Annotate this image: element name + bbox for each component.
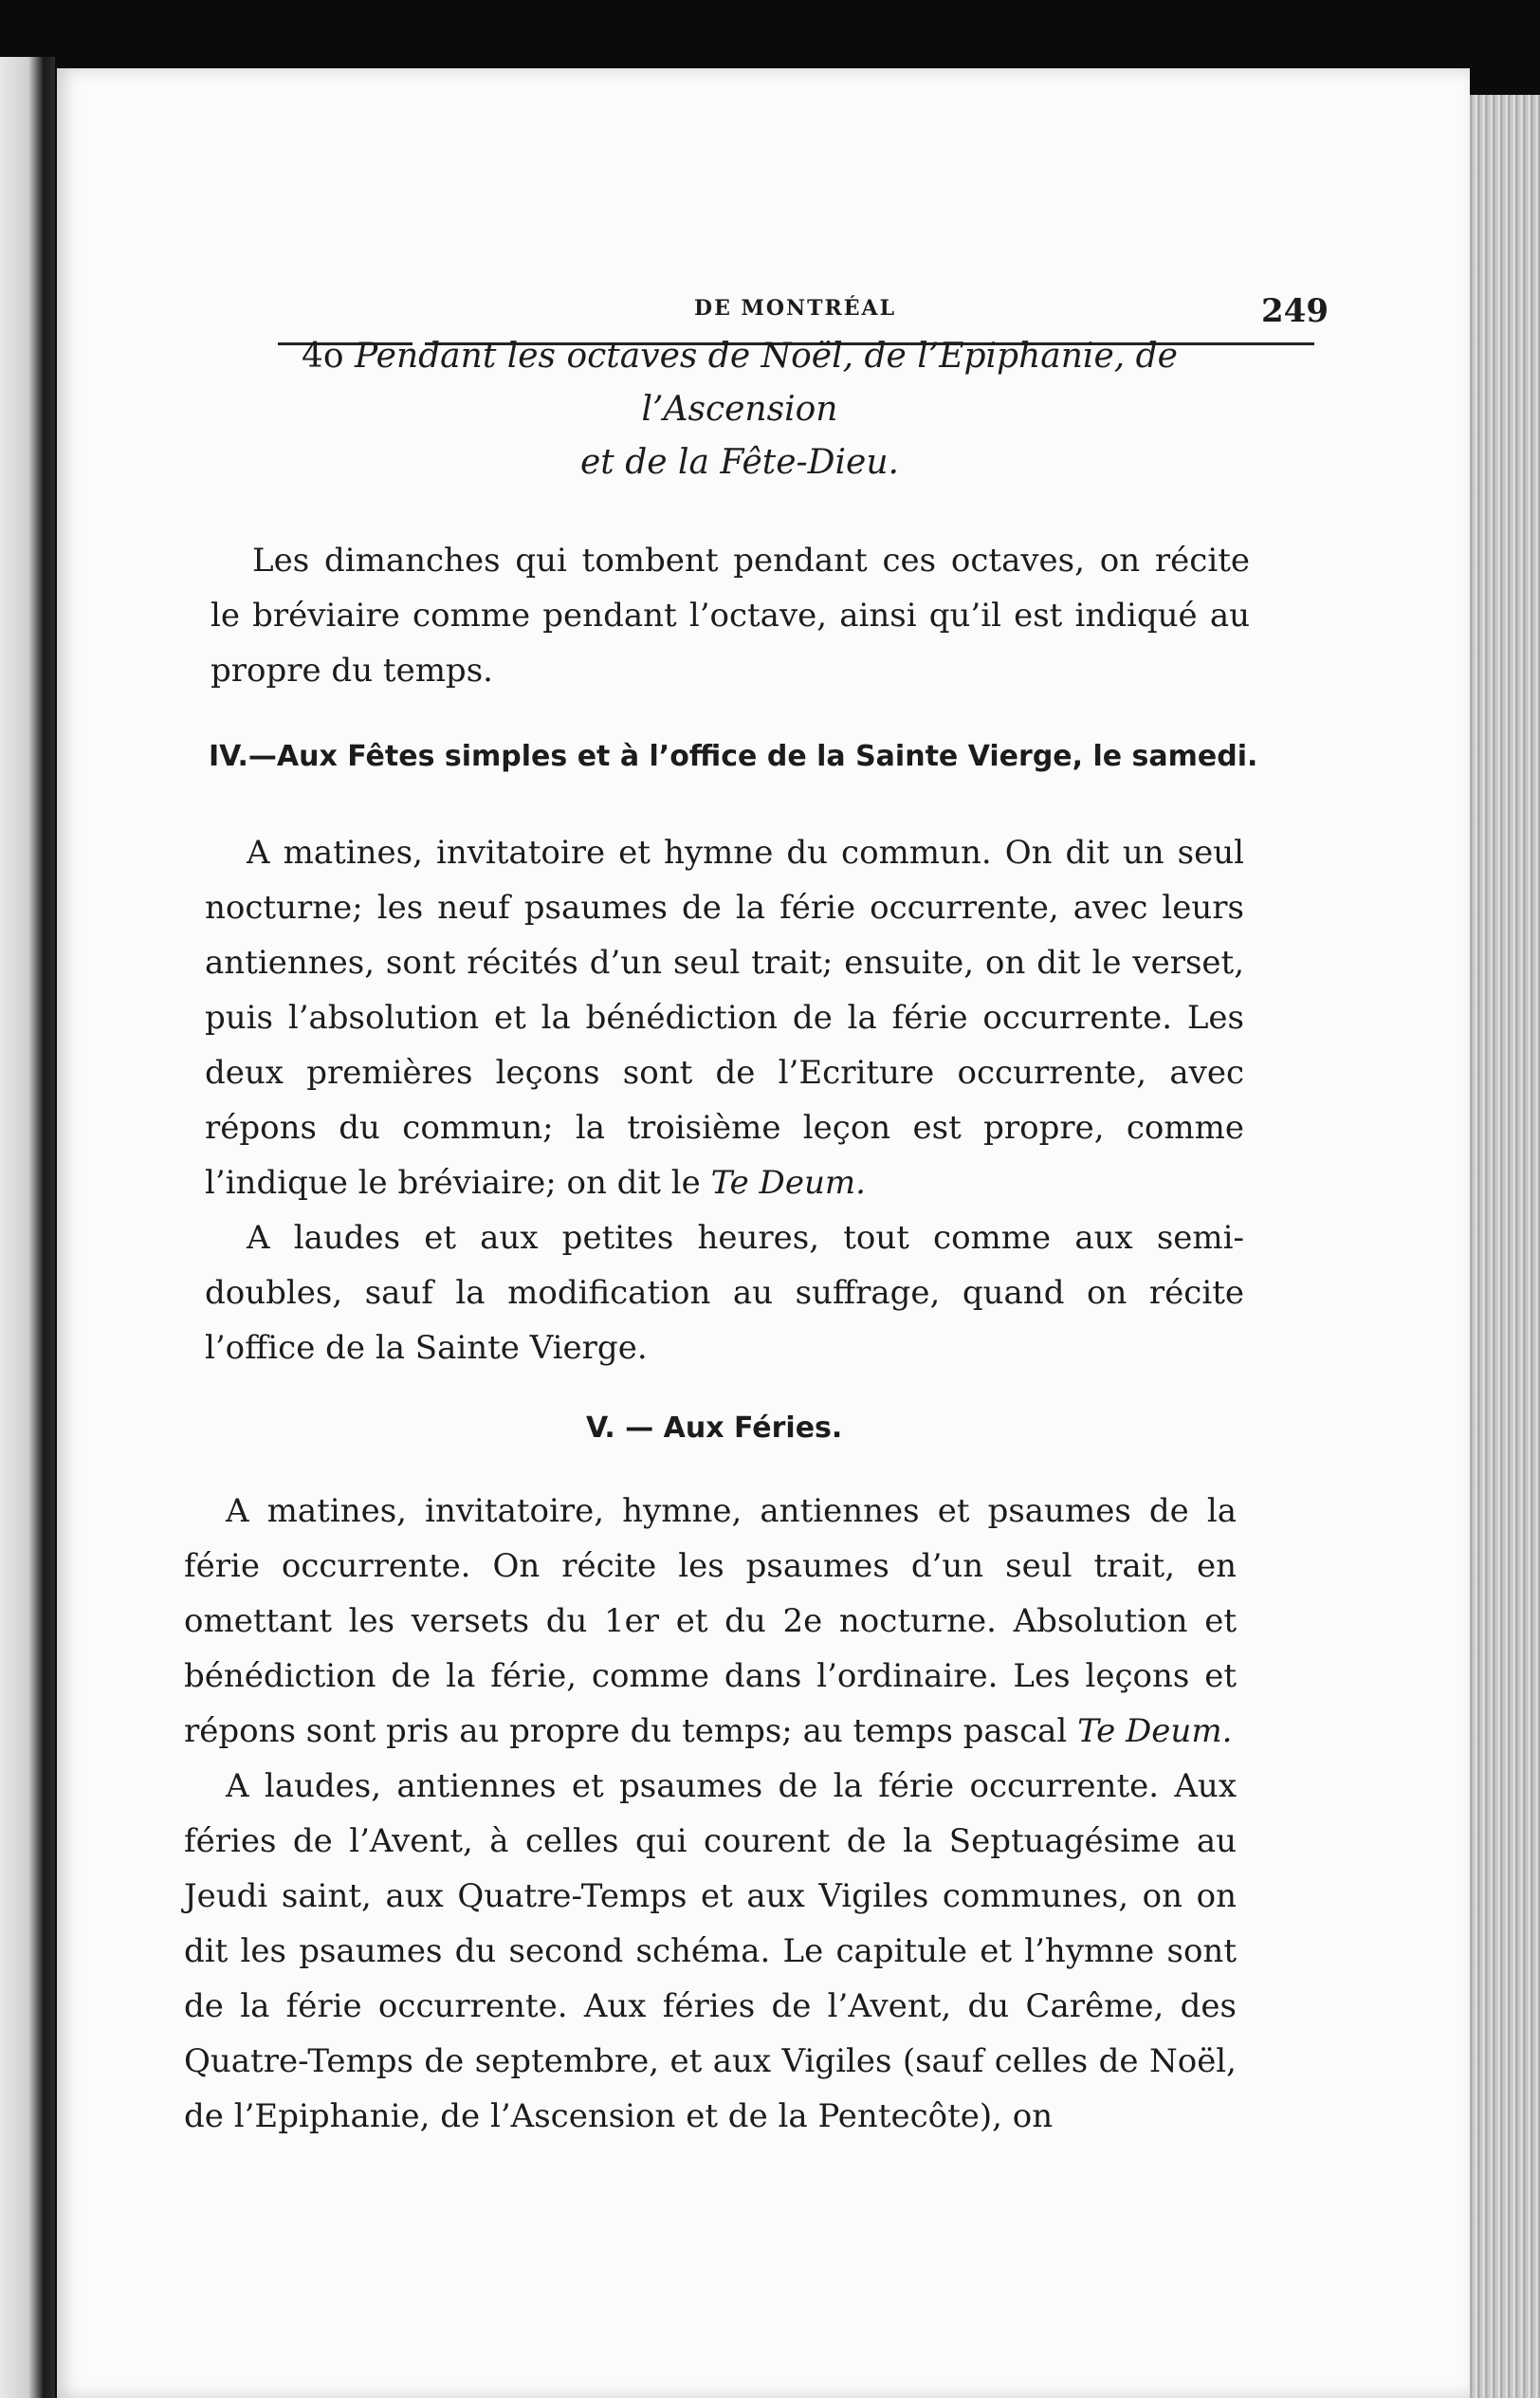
section-IV-paragraph-1-text: A matines, invitatoire et hymne du commun. On dit un seul nocturne; les neuf psaumes de la férie occurrente, avec leurs antiennes, sont récités d’un seul trait; ensuite, on dit le verset, puis l’absolution et la bénédiction de la férie occurrente. Les deux premières leçons sont de l’Ecriture occurrente, avec répons du commun; la troisième leçon est propre, comme l’indique le bréviaire; on dit le bbox=[205, 834, 1244, 1202]
page-number: 249 bbox=[1261, 292, 1329, 330]
section-IV-heading: IV.—Aux Fêtes simples et à l’office de la Sainte Vierge, le samedi. bbox=[209, 740, 1258, 773]
section-4-number: 4o bbox=[302, 337, 344, 376]
section-V-paragraph-1 bbox=[184, 1484, 1237, 1759]
section-V-paragraph-1-text: A matines, invitatoire, hymne, antiennes et psaumes de la férie occurrente. On récite les psaumes d’un seul trait, en omettant les versets du 1er et du 2e nocturne. Absolution et bénédiction de la férie, comme dans l’ordinaire. Les leçons et répons sont pris au propre du temps; au temps pascal bbox=[184, 1492, 1237, 1750]
section-IV-paragraph-1 bbox=[205, 825, 1244, 1210]
section-4-title-line2: et de la Fête-Dieu. bbox=[580, 443, 899, 482]
section-IV-paragraph-2: A laudes et aux petites heures, tout comme aux semi-doubles, sauf la modification au suffrage, quand on récite l’office de la Sainte Vierge. bbox=[205, 1219, 1244, 1367]
running-head: DE MONTRÉAL bbox=[694, 296, 897, 321]
section-4-paragraph: Les dimanches qui tombent pendant ces octaves, on récite le bréviaire comme pendant l’octave, ainsi qu’il est indiqué au propre du temps. bbox=[211, 542, 1250, 690]
section-V-paragraph-2: A laudes, antiennes et psaumes de la férie occurrente. Aux féries de l’Avent, à celles qui courent de la Septuagésime au Jeudi saint, aux Quatre-Temps et aux Vigiles communes, on on dit les psaumes du second schéma. Le capitule et l’hymne sont de la férie occurrente. Aux féries de l’Avent, du Carême, des Quatre-Temps de septembre, et aux Vigiles (sauf celles de Noël, de l’Epiphanie, de l’Ascension et de la Pentecôte), on bbox=[184, 1767, 1237, 2135]
section-IV-body bbox=[205, 825, 1244, 1375]
section-4-title bbox=[220, 330, 1259, 489]
section-IV-paragraph-1-italic: Te Deum. bbox=[710, 1164, 866, 1202]
section-4-title-line1: Pendant les octaves de Noël, de l’Epiphanie, de l’Ascension bbox=[355, 337, 1178, 429]
section-4-body bbox=[211, 533, 1250, 698]
section-V-body bbox=[184, 1484, 1237, 2144]
section-V-heading: V. — Aux Féries. bbox=[586, 1411, 843, 1445]
book-spine bbox=[0, 57, 55, 2398]
section-V-paragraph-1-italic: Te Deum. bbox=[1077, 1712, 1233, 1750]
book-page bbox=[57, 68, 1470, 2398]
